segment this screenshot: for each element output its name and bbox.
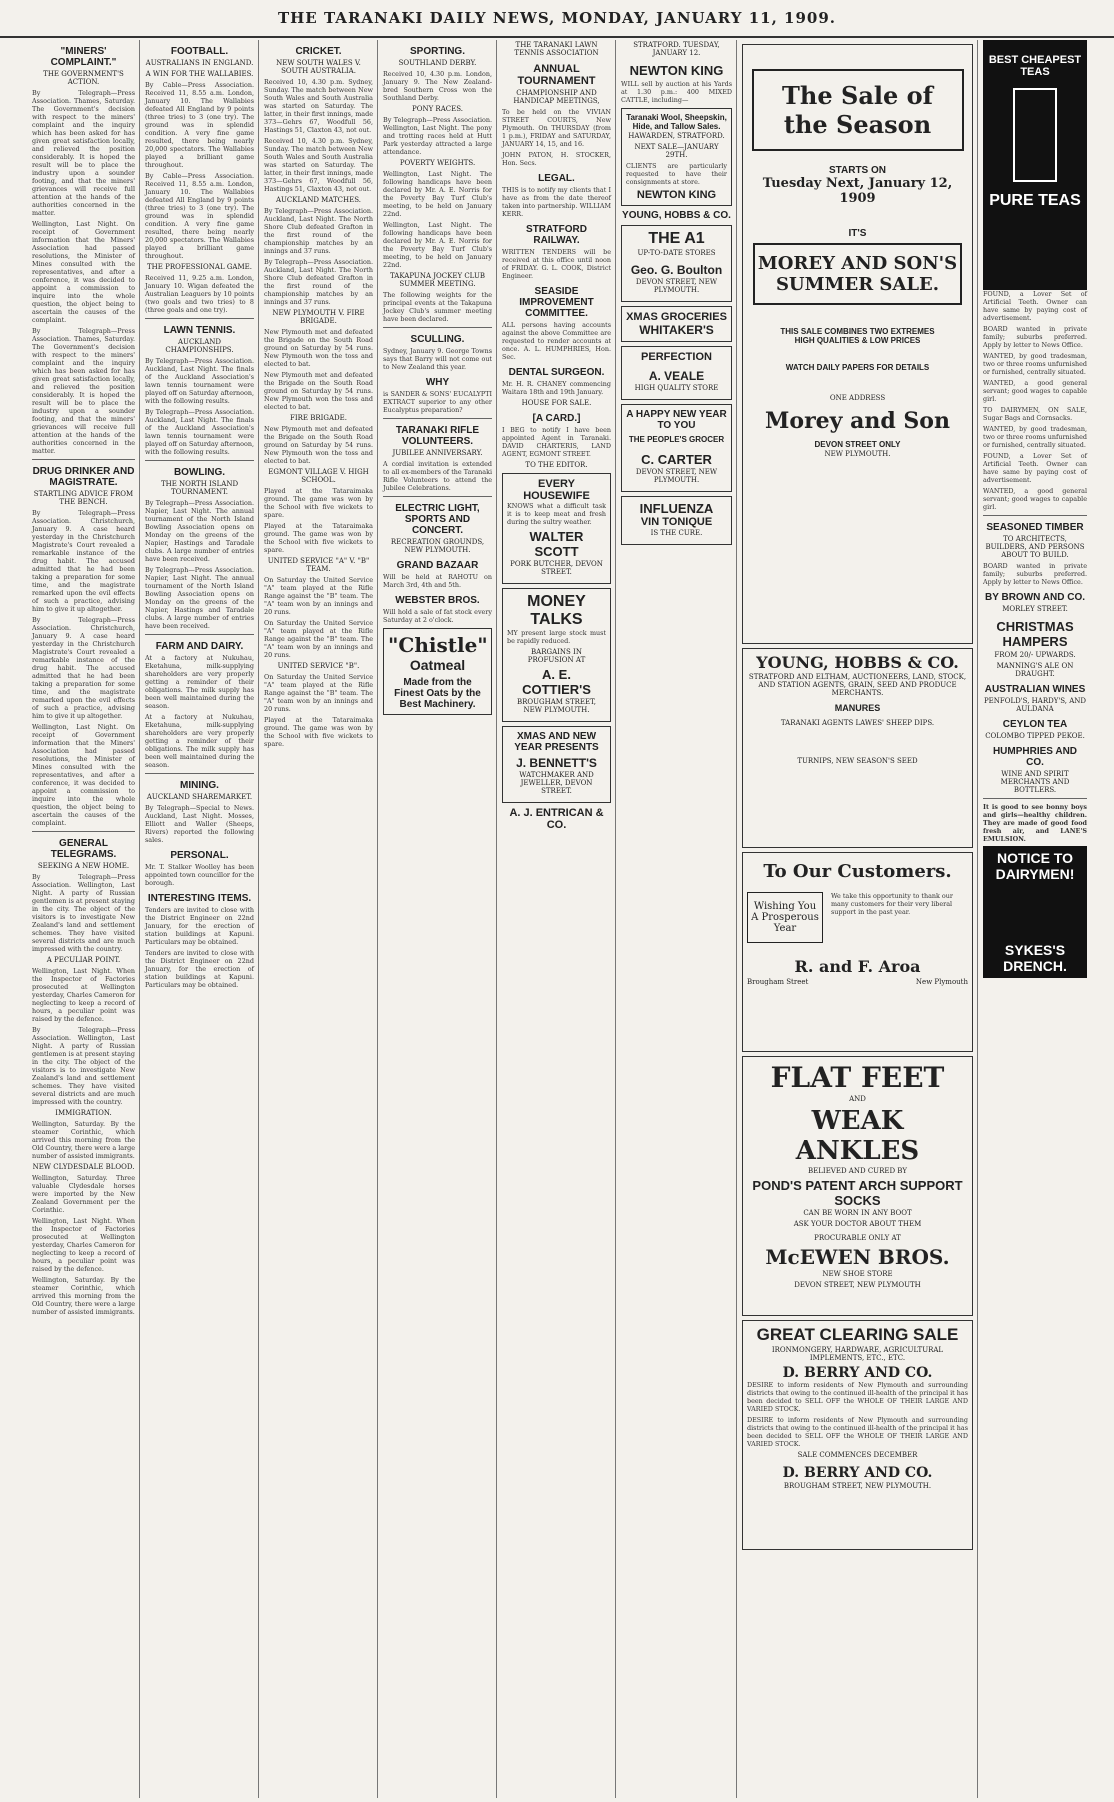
ad-title: MONEY TALKS — [527, 593, 586, 628]
new-year-ad — [621, 404, 732, 492]
column-3 — [260, 40, 378, 1798]
article-text: Tenders are invited to close with the District Engineer on 22nd January, for the erection of station buildings at Kapuni. Particulars may be obtained. — [145, 906, 254, 946]
article-text: Will be held at RAHOTU on March 3rd, 4th and 5th. — [383, 573, 492, 589]
headline: "MINERS' COMPLAINT." — [50, 46, 117, 68]
headline: SPORTING. — [409, 46, 465, 57]
article-text: Received 11, 9.25 a.m. London, January 10. Wigan defeated the Australian Leaguers by 10 points (two goals and two tries) to 8 (three goals and one try). — [145, 274, 254, 314]
article-text: WRITTEN TENDERS will be received at this office until noon of FRIDAY. G. L. COOK, District Engineer. — [502, 248, 611, 280]
ad-text: IS THE CURE. — [650, 529, 703, 537]
ad-sub: NEW SHOE STORE — [822, 1270, 893, 1278]
article-text: Played at the Tataraimaka ground. The game was won by the School with five wickets to spare. — [264, 522, 373, 554]
subheadline: JUBILEE ANNIVERSARY. — [392, 449, 483, 457]
ad-text: DESIRE to inform residents of New Plymouth and surrounding districts that owing to the continued ill-health of the principal it has been decided to SELL OFF the WHOLE OF THEIR LARGE AND VARIED STOCK. — [747, 1416, 968, 1448]
ad-title: PURE TEAS — [989, 192, 1081, 209]
ad-firm: WALTER SCOTT — [529, 529, 584, 559]
headline: CEYLON TEA — [1002, 719, 1068, 730]
article-text: Sydney, January 9. George Towns says that Barry will not come out to New Zealand this year. — [383, 347, 492, 371]
ad-address: BROUGHAM STREET, NEW PLYMOUTH. — [783, 1482, 932, 1490]
ad-sub: BELIEVED AND CURED BY — [808, 1167, 907, 1175]
ad-sub: THE PEOPLE'S GROCER — [628, 435, 725, 444]
ad-product: POND'S PATENT ARCH SUPPORT SOCKS — [752, 1178, 963, 1208]
subheadline: HOUSE FOR SALE. — [521, 399, 592, 407]
article-text: By Telegraph—Press Association. Thames, Saturday. The Government's decision with respect to the miners' complaint and the inquiry which has been asked for has given great satisfaction locally, and relieved the position considerably. It is hoped the result will be to place the industry upon a sounder footing, and that the miners' grievances will receive full attention at the hands of the authorities concerned in the matter. — [32, 89, 135, 217]
subheadline: NEW SOUTH WALES V. SOUTH AUSTRALIA. — [276, 59, 361, 75]
article-text: By Telegraph—Press Association. Napier, Last Night. The annual tournament of the North Island Bowling Association opens on Monday on the greens of the Napier, Hastings and Taradale clubs. A large number of entries have been received. — [145, 499, 254, 563]
article-text: By Telegraph—Press Association. Wellington, Last Night. A party of Russian gentlemen is at present staying in the city. The object of the visitors is to investigate New Zealand's land and settlement schemes. They have visited several districts and are much impressed with the country. — [32, 1026, 135, 1106]
ad-text: HIGH QUALITIES & LOW PRICES — [794, 336, 921, 345]
headline: STRATFORD RAILWAY. — [526, 224, 587, 246]
ad-firm: NEWTON KING — [636, 189, 717, 201]
ad-firm: McEWEN BROS. — [765, 1245, 950, 1269]
xmas-presents-ad — [502, 726, 611, 803]
article-text: Wellington, Last Night. When the Inspector of Factories prosecuted at Wellington yesterday, Charles Cameron for neglecting to keep a record of hours, a peculiar point was raised by the defence. — [32, 1217, 135, 1273]
headline: BY BROWN AND CO. — [985, 592, 1085, 603]
article-text: By Telegraph—Press Association. Wellington, Last Night. A party of Russian gentlemen is at present staying in the city. The object of the visitors is to investigate New Zealand's land and settlement schemes. They have visited several districts and are much impressed with the country. — [32, 873, 135, 953]
article-text: Mr. H. R. CHANEY commencing Waitara 18th and 19th January. — [502, 380, 611, 396]
article-text: New Plymouth met and defeated the Brigade on the South Road ground on Saturday by 54 runs. New Plymouth won the toss and elected to bat. — [264, 425, 373, 465]
classified-ad: FOUND, a Lover Set of Artificial Teeth. Owner can have same by paying cost of advertisement. — [983, 290, 1087, 322]
article-text: Wellington, Last Night. On receipt of Government information that the Miners' Association had passed resolutions, the Minister of Mines consulted with the representatives, and after a conference, it was decided to appoint a commission to inquire into the whole question, the object being to ascertain the causes of the complaint. — [32, 723, 135, 827]
column-2 — [141, 40, 259, 1798]
housewife-ad — [502, 473, 611, 584]
ad-sub: MANURES — [834, 703, 881, 713]
ad-address: DEVON STREET, NEW PLYMOUTH. — [635, 278, 718, 294]
ad-title: EVERY HOUSEWIFE — [523, 478, 590, 502]
ad-title: The Sale of — [782, 81, 933, 110]
column-1 — [28, 40, 140, 1798]
aroa-ad — [742, 852, 973, 1052]
ad-sub: ASK YOUR DOCTOR ABOUT THEM — [793, 1220, 922, 1228]
chistle-oatmeal-ad — [383, 628, 492, 715]
ad-text: WATCH DAILY PAPERS FOR DETAILS — [785, 363, 930, 372]
ad-text: DESIRE to inform residents of New Plymouth and surrounding districts that owing to the continued ill-health of the principal it has been decided to SELL OFF the WHOLE OF THEIR LARGE AND VARIED STOCK. — [747, 1381, 968, 1413]
brand-subtitle: Oatmeal — [409, 657, 466, 673]
ad-firm: J. BENNETT'S — [516, 756, 597, 770]
headline: SEASIDE IMPROVEMENT COMMITTEE. — [519, 286, 594, 319]
headline: FARM AND DAIRY. — [155, 641, 244, 652]
headline: INTERESTING ITEMS. — [147, 893, 252, 904]
article-text: By Telegraph—Press Association. Auckland, Last Night. The North Shore Club defeated Grafton in the first round of the championship matches by an innings and 37 runs. — [264, 207, 373, 255]
subheadline: TAKAPUNA JOCKEY CLUB SUMMER MEETING. — [390, 272, 485, 288]
article-text: By Telegraph—Press Association. Auckland, Last Night. The finals of the Auckland Association's lawn tennis tournament were played off on Saturday afternoon, with the following results. — [145, 357, 254, 405]
subheadline: STARTLING ADVICE FROM THE BENCH. — [33, 490, 134, 506]
ad-title: WEAK ANKLES — [795, 1106, 920, 1166]
morey-sale-ad — [742, 44, 973, 644]
ad-sub: STRATFORD AND ELTHAM, AUCTIONEERS, LAND, STOCK, AND STATION AGENTS, GRAIN, SEED AND PRODUCE MERCHANTS. — [748, 673, 967, 697]
ad-sub: CAN BE WORN IN ANY BOOT — [803, 1209, 912, 1217]
subheadline: STRATFORD. TUESDAY, JANUARY 12. — [633, 41, 720, 57]
article-text: By Telegraph—Press Association. Auckland, Last Night. The finals of the Auckland Association's lawn tennis tournament were played off on Saturday afternoon, with the following results. — [145, 408, 254, 456]
headline: WHY — [425, 377, 450, 388]
article-text: Wellington, Saturday. Three valuable Clydesdale horses were imported by the New Zealand Government per the Corinthic. — [32, 1174, 135, 1214]
ad-title: XMAS AND NEW YEAR PRESENTS — [514, 731, 599, 753]
subheadline: NEW PLYMOUTH V. FIRE BRIGADE. — [272, 309, 365, 325]
emulsion-ad: It is good to see bonny boys and girls—healthy children. They are made of good food fresh air, and LANE'S EMULSION. — [983, 803, 1087, 843]
article-text: By Telegraph—Press Association. Napier, Last Night. The annual tournament of the North Island Bowling Association opens on Monday on the greens of the Napier, Hastings and Taradale clubs. A large number of entries have been received. — [145, 566, 254, 630]
headline: LAWN TENNIS. — [163, 325, 236, 336]
article-text: The following weights for the principal events at the Takapuna Jockey Club's summer meeting have been declared. — [383, 291, 492, 323]
ad-firm: C. CARTER — [641, 452, 712, 467]
ad-sub: HAWARDEN, STRATFORD. — [628, 132, 725, 140]
subheadline: PENFOLD'S, HARDY'S, AND AULDANA — [983, 697, 1087, 713]
tea-ad — [983, 40, 1087, 290]
column-8 — [979, 40, 1091, 1798]
subheadline: THE NORTH ISLAND TOURNAMENT. — [160, 480, 239, 496]
ad-sub: BARGAINS IN PROFUSION AT — [527, 648, 586, 664]
article-text: By Telegraph—Press Association. Christchurch, January 9. A case heard yesterday in the Christchurch Magistrate's Court revealed a remarkable instance of the drug habit. The accused admitted that he had been taking a preparation for some time, and the magistrate remarked upon the evil effects of such a practice, advising him to give it up altogether. — [32, 616, 135, 720]
ad-firm: D. BERRY AND CO. — [782, 1465, 933, 1481]
subheadline: TO THE EDITOR. — [525, 461, 588, 469]
article-text: New Plymouth met and defeated the Brigade on the South Road ground on Saturday by 54 runs. New Plymouth won the toss and elected to bat. — [264, 328, 373, 368]
subheadline: MORLEY STREET. — [1002, 605, 1068, 613]
subheadline: THE PROFESSIONAL GAME. — [147, 263, 252, 271]
subheadline: POVERTY WEIGHTS. — [399, 159, 476, 167]
headline: SCULLING. — [410, 334, 465, 345]
ad-sub: DEVON STREET, NEW PLYMOUTH — [794, 1281, 921, 1289]
article-text: I BEG to notify I have been appointed Agent in Taranaki. DAVID CHARTERIS, LAND AGENT, EGMONT STREET. — [502, 426, 611, 458]
ad-title: PERFECTION — [641, 351, 712, 363]
article-text: To be held on the VIVIAN STREET COURTS, New Plymouth. On THURSDAY (from 1 p.m.), FRIDAY and SATURDAY, JANUARY 14, 15, and 16. — [502, 108, 611, 148]
masthead-title: THE TARANAKI DAILY NEWS, MONDAY, JANUARY 11, 1909. — [277, 9, 837, 27]
ad-sub: IRONMONGERY, HARDWARE, AGRICULTURAL IMPLEMENTS, ETC., ETC. — [771, 1346, 944, 1362]
classified-ad: TO DAIRYMEN, ON SALE, Sugar Bags and Cornsacks. — [983, 406, 1087, 422]
column-6 — [617, 40, 737, 1798]
article-text: Wellington, Last Night. On receipt of Government information that the Miners' Association had passed resolutions, the Minister of Mines consulted with the representatives, and after a conference, it was decided to appoint a commission to inquire into the whole question, the object being to ascertain the causes of the complaint. — [32, 220, 135, 324]
ad-title: THE A1 — [648, 230, 705, 247]
ad-address: WATCHMAKER AND JEWELLER, DEVON STREET. — [519, 771, 594, 795]
ad-text: Made from the Finest Oats by the Best Machinery. — [394, 677, 481, 710]
article-text: Mr. T. Stalker Woolley has been appointed town councillor for the borough. — [145, 863, 254, 887]
ad-body: Wishing You A Prosperous Year We take this opportunity to thank our many customers for their very liberal support in the past year. — [747, 892, 968, 943]
headline: ANNUAL TOURNAMENT — [517, 63, 596, 87]
article-text: At a factory at Nukuhau, Eketahuna, milk-supplying shareholders are very properly getting a reminder of their obligations. The milk supply has been well maintained during the season. — [145, 713, 254, 769]
perfection-ad — [621, 346, 732, 400]
subheadline: CHAMPIONSHIP AND HANDICAP MEETINGS, — [513, 89, 600, 105]
ad-text: TURNIPS, NEW SEASON'S SEED — [797, 757, 918, 765]
article-text: Wellington, Last Night. When the Inspector of Factories prosecuted at Wellington yesterday, Charles Cameron for neglecting to keep a record of hours, a peculiar point was raised by the defence. — [32, 967, 135, 1023]
classified-ad: WANTED, by good tradesman, two or three rooms unfurnished or furnished, centrally situated. — [983, 352, 1087, 376]
article-text: is SANDER & SONS' EUCALYPTI EXTRACT superior to any other Eucalyptus preparation? — [383, 390, 492, 414]
subheadline: THE GOVERNMENT'S ACTION. — [43, 70, 124, 86]
headline: HUMPHRIES AND CO. — [992, 746, 1078, 768]
ad-date: Tuesday Next, January 12, 1909 — [762, 176, 953, 206]
headline: GENERAL TELEGRAMS. — [50, 838, 117, 860]
wish-box — [747, 892, 823, 943]
article-text: JOHN PATON, H. STOCKER, Hon. Secs. — [502, 151, 611, 167]
ad-address: BROUGHAM STREET, NEW PLYMOUTH. — [516, 698, 597, 714]
headline: FOOTBALL. — [170, 46, 229, 57]
ad-firm: D. BERRY AND CO. — [782, 1365, 933, 1381]
article-text: By Cable—Press Association. Received 11, 8.55 a.m. London, January 10. The Wallabies defeated All England by 9 points (three tries) to 3 (one try). The ground was in splendid condition. A very fine game resulted, there being nearly 20,000 spectators. The Wallabies played a brilliant game throughout. — [145, 81, 254, 169]
wish-line: Year — [773, 923, 797, 934]
headline: SEASONED TIMBER — [986, 522, 1084, 533]
headline: CRICKET. — [295, 46, 342, 57]
ad-starts: STARTS ON — [828, 165, 887, 176]
article-text: On Saturday the United Service "A" team played at the Rifle Range against the "B" team. The "A" team won by an innings and 20 runs. — [264, 576, 373, 616]
ad-address: New Plymouth — [915, 978, 968, 986]
article-text: By Telegraph—Press Association. Thames, Saturday. The Government's decision with respect to the miners' complaint and the inquiry which has been asked for has given great satisfaction locally, and relieved the position considerably. It is hoped the result will be to place the industry upon a sounder footing, and that the miners' grievances will receive full attention at the hands of the authorities concerned in the matter. — [32, 327, 135, 455]
column-4 — [379, 40, 497, 1798]
ad-firm: Geo. G. Boulton — [630, 263, 723, 277]
ad-firm: Morey and Son — [765, 408, 950, 434]
ad-title: GREAT CLEARING SALE — [756, 1325, 959, 1344]
ad-address: NEW PLYMOUTH. — [824, 450, 891, 458]
article-text: Wellington, Saturday. By the steamer Corinthic, which arrived this morning from the Old Country, there were a large number of assisted immigrants. — [32, 1120, 135, 1160]
subheadline: SEEKING A NEW HOME. — [37, 862, 130, 870]
ad-address: PORK BUTCHER, DEVON STREET. — [510, 560, 603, 576]
ad-its: IT'S — [848, 228, 867, 239]
article-text: Wellington, Last Night. The following handicaps have been declared by Mr. A. E. Norris for the Poverty Bay Turf Club's meeting, to be held on January 22nd. — [383, 170, 492, 218]
subheadline: AUCKLAND SHAREMARKET. — [146, 793, 253, 801]
classified-ad: WANTED, a good general servant; good wages to capable girl. — [983, 379, 1087, 403]
masthead — [0, 0, 1114, 38]
ad-title: Taranaki Wool, Sheepskin, Hide, and Tallow Sales. — [626, 113, 727, 131]
headline: DRUG DRINKER AND MAGISTRATE. — [32, 466, 135, 488]
headline: NEWTON KING — [629, 63, 724, 78]
headline: MINING. — [180, 780, 219, 791]
subheadline: UNITED SERVICE "A" V. "B" TEAM. — [267, 557, 370, 573]
subheadline: MANNING'S ALE ON DRAUGHT. — [996, 662, 1074, 678]
ad-title: NOTICE TO DAIRYMEN! — [995, 850, 1075, 882]
ad-firm: YOUNG, HOBBS & CO. — [622, 210, 731, 221]
ad-banner: SUMMER SALE. — [775, 274, 940, 295]
headline: PERSONAL. — [170, 850, 229, 861]
ad-title: FLAT FEET — [770, 1061, 945, 1094]
subheadline: PONY RACES. — [412, 105, 463, 113]
headline: [A CARD.] — [532, 413, 581, 424]
article-text: Played at the Tataraimaka ground. The game was won by the School with five wickets to spare. — [264, 487, 373, 519]
headline: CHRISTMAS HAMPERS — [996, 619, 1074, 649]
money-talks-ad — [502, 588, 611, 722]
subheadline: EGMONT VILLAGE V. HIGH SCHOOL. — [268, 468, 369, 484]
ad-text: TARANAKI AGENTS LAWES' SHEEP DIPS. — [780, 719, 935, 727]
xmas-groceries-ad — [621, 306, 732, 342]
headline: DENTAL SURGEON. — [508, 367, 605, 378]
classified-ad: WANTED, by good tradesman, two or three rooms unfurnished or furnished, centrally situated. — [983, 425, 1087, 449]
clearing-sale-ad — [742, 1320, 973, 1550]
article-text: On Saturday the United Service "A" team played at the Rifle Range against the "B" team. The "A" team won by an innings and 20 runs. — [264, 673, 373, 713]
article-text: On Saturday the United Service "A" team played at the Rifle Range against the "B" team. The "A" team won by an innings and 20 runs. — [264, 619, 373, 659]
ad-title: YOUNG, HOBBS & CO. — [756, 653, 959, 672]
ad-address: DEVON STREET, NEW PLYMOUTH. — [635, 468, 718, 484]
influenza-ad — [621, 496, 732, 545]
ad-firm: A. E. COTTIER'S — [522, 667, 591, 697]
article-text: By Cable—Press Association. Received 11, 8.55 a.m. London, January 10. The Wallabies defeated All England by 9 points (three tries) to 3 (one try). The ground was in splendid condition. A very fine game resulted, there being nearly 20,000 spectators. The Wallabies played a brilliant game throughout. — [145, 172, 254, 260]
ad-sub: HIGH QUALITY STORE — [634, 384, 719, 392]
ad-firm: A. VEALE — [648, 369, 705, 383]
article-text: By Telegraph—Press Association. Wellington, Last Night. The pony and trotting races held at Hutt Park yesterday attracted a large attendance. — [383, 116, 492, 156]
article-text: By Telegraph—Special to News. Auckland, Last Night. Mosses, Elliott and Waller (Sheeps, Rivers) reported the following sales. — [145, 804, 254, 844]
classified-ad: FOUND, a Lover Set of Artificial Teeth. Owner can have same by paying cost of advertisement. — [983, 452, 1087, 484]
ad-title: BEST CHEAPEST TEAS — [988, 54, 1082, 78]
article-text: Wellington, Last Night. The following handicaps have been declared by Mr. A. E. Norris for the Poverty Bay Turf Club's meeting, to be held on January 22nd. — [383, 221, 492, 269]
headline: ELECTRIC LIGHT, SPORTS AND CONCERT. — [395, 503, 480, 536]
article-text: New Plymouth met and defeated the Brigade on the South Road ground on Saturday by 54 runs. New Plymouth won the toss and elected to bat. — [264, 371, 373, 411]
ad-sub: SALE COMMENCES DECEMBER — [797, 1451, 918, 1459]
ad-sub: UP-TO-DATE STORES — [637, 249, 716, 257]
article-text: By Telegraph—Press Association. Auckland, Last Night. The North Shore Club defeated Grafton in the first round of the championship matches by an innings and 37 runs. — [264, 258, 373, 306]
subheadline: A PECULIAR POINT. — [46, 956, 121, 964]
article-text: By Telegraph—Press Association. Christchurch, January 9. A case heard yesterday in the Christchurch Magistrate's Court revealed a remarkable instance of the drug habit. The accused admitted that he had been taking a preparation for some time, and the magistrate remarked upon the evil effects of such a practice, advising him to give it up altogether. — [32, 509, 135, 613]
article-text: Received 10, 4.30 p.m. London, January 9. The New Zealand-bred Southern Cross won the Southland Derby. — [383, 70, 492, 102]
brand-logo: "Chistle" — [388, 633, 488, 657]
sale-banner — [753, 243, 962, 305]
classified-ad: WANTED, a good general servant; good wages to capable girl. — [983, 487, 1087, 511]
article-text: Received 10, 4.30 p.m. Sydney, Sunday. The match between New South Wales and South Australia was started on Saturday. The latter, in their first innings, made 373—Gehrs 67, Woodfull 56, Hastings 51, Claxton 43, not out. — [264, 137, 373, 193]
article-text: ALL persons having accounts against the above Committee are requested to render accounts at once. A. L. HUMPHRIES, Hon. Sec. — [502, 321, 611, 361]
article-text: THIS is to notify my clients that I have as from the date thereof taken into partnership. WILLIAM KERR. — [502, 186, 611, 218]
subheadline: IMMIGRATION. — [55, 1109, 112, 1117]
headline: TARANAKI RIFLE VOLUNTEERS. — [395, 425, 480, 447]
ad-title: XMAS GROCERIES — [626, 311, 727, 323]
article-text: Will hold a sale of fat stock every Saturday at 2 o'clock. — [383, 608, 492, 624]
column-7 — [738, 40, 978, 1798]
ad-firm: R. and F. Aroa — [794, 957, 921, 976]
subheadline: NEW CLYDESDALE BLOOD. — [32, 1163, 135, 1171]
ad-firm: WHITAKER'S — [639, 323, 714, 337]
ad-title: A HAPPY NEW YEAR TO YOU — [626, 409, 727, 431]
a1-stores-ad — [621, 225, 732, 302]
article-text: A cordial invitation is extended to all ex-members of the Taranaki Rifle Volunteers to attend the Jubilee Celebrations. — [383, 460, 492, 492]
ad-title: the Season — [783, 110, 932, 139]
ad-text: KNOWS what a difficult task it is to keep meat and fresh during the sultry weather. — [507, 502, 606, 526]
headline: LEGAL. — [538, 173, 575, 184]
wish-line: Wishing You — [753, 901, 817, 912]
article-text: WILL sell by auction at his Yards at 1.30 p.m.: 400 MIXED CATTLE, including— — [621, 80, 732, 104]
ad-address: Brougham Street — [747, 978, 809, 986]
ad-sub: NEXT SALE—JANUARY 29TH. — [634, 143, 719, 159]
ad-title: To Our Customers. — [763, 861, 952, 882]
headline: WEBSTER BROS. — [395, 595, 480, 606]
column-5 — [498, 40, 616, 1798]
wish-line: A Prosperous — [751, 912, 819, 923]
ad-text: THIS SALE COMBINES TWO EXTREMES — [780, 327, 935, 336]
ad-sub: AND — [849, 1095, 866, 1103]
article-text: At a factory at Nukuhau, Eketahuna, milk-supplying shareholders are very properly getting a reminder of their obligations. The milk supply has been well maintained during the season. — [145, 654, 254, 710]
ad-title: INFLUENZA — [639, 501, 714, 516]
ad-banner: MOREY AND SON'S — [757, 253, 958, 274]
tea-packet-image — [1013, 88, 1057, 182]
ad-sub: PROCURABLE ONLY AT — [814, 1234, 901, 1242]
subheadline: A WIN FOR THE WALLABIES. — [145, 70, 254, 78]
subheadline: AUCKLAND CHAMPIONSHIPS. — [165, 338, 234, 354]
ad-text: CLIENTS are particularly requested to have their consignments at store. — [626, 162, 727, 186]
ad-text: ONE ADDRESS — [829, 394, 886, 402]
flat-feet-ad — [742, 1056, 973, 1316]
ad-address: DEVON STREET ONLY — [814, 440, 901, 449]
subheadline: AUCKLAND MATCHES. — [275, 196, 362, 204]
subheadline: TO ARCHITECTS, BUILDERS, AND PERSONS ABOUT TO BUILD. — [985, 535, 1085, 559]
sale-title-box — [752, 69, 964, 151]
subheadline: THE TARANAKI LAWN TENNIS ASSOCIATION — [514, 41, 599, 57]
young-hobbs-ad — [742, 648, 973, 848]
classified-ad: BOARD wanted in private family; suburbs preferred. Apply by letter to News Office. — [983, 562, 1087, 586]
headline: BOWLING. — [173, 467, 226, 478]
headline: AUSTRALIAN WINES — [984, 684, 1086, 695]
ad-sub: VIN TONIQUE — [640, 516, 713, 528]
wool-sales-ad — [621, 108, 732, 206]
article-text: Tenders are invited to close with the District Engineer on 22nd January, for the erection of station buildings at Kapuni. Particulars may be obtained. — [145, 949, 254, 989]
subheadline: WINE AND SPIRIT MERCHANTS AND BOTTLERS. — [1000, 770, 1070, 794]
headline: GRAND BAZAAR — [396, 560, 479, 571]
dairymen-ad — [983, 846, 1087, 978]
ad-text: MY present large stock must be rapidly reduced. — [507, 629, 606, 645]
article-text: Played at the Tataraimaka ground. The game was won by the School with five wickets to spare. — [264, 716, 373, 748]
subheadline: FROM 20/- UPWARDS. — [994, 651, 1076, 659]
classified-ad: BOARD wanted in private family; suburbs preferred. Apply by letter to News Office. — [983, 325, 1087, 349]
subheadline: COLOMBO TIPPED PEKOE. — [985, 732, 1085, 740]
ad-firm: A. J. ENTRICAN & CO. — [509, 807, 604, 831]
ad-firm: SYKES'S DRENCH. — [1003, 942, 1067, 974]
subheadline: FIRE BRIGADE. — [289, 414, 347, 422]
subheadline: SOUTHLAND DERBY. — [398, 59, 477, 67]
subheadline: AUSTRALIANS IN ENGLAND. — [145, 59, 254, 67]
subheadline: RECREATION GROUNDS, NEW PLYMOUTH. — [390, 538, 485, 554]
article-text: Received 10, 4.30 p.m. Sydney, Sunday. The match between New South Wales and South Australia was started on Saturday. The latter, in their first innings, made 373—Gehrs 67, Woodfull 56, Hastings 51, Claxton 43, not out. — [264, 78, 373, 134]
subheadline: UNITED SERVICE "B". — [277, 662, 360, 670]
article-text: Wellington, Saturday. By the steamer Corinthic, which arrived this morning from the Old Country, there were a large number of assisted immigrants. — [32, 1276, 135, 1316]
